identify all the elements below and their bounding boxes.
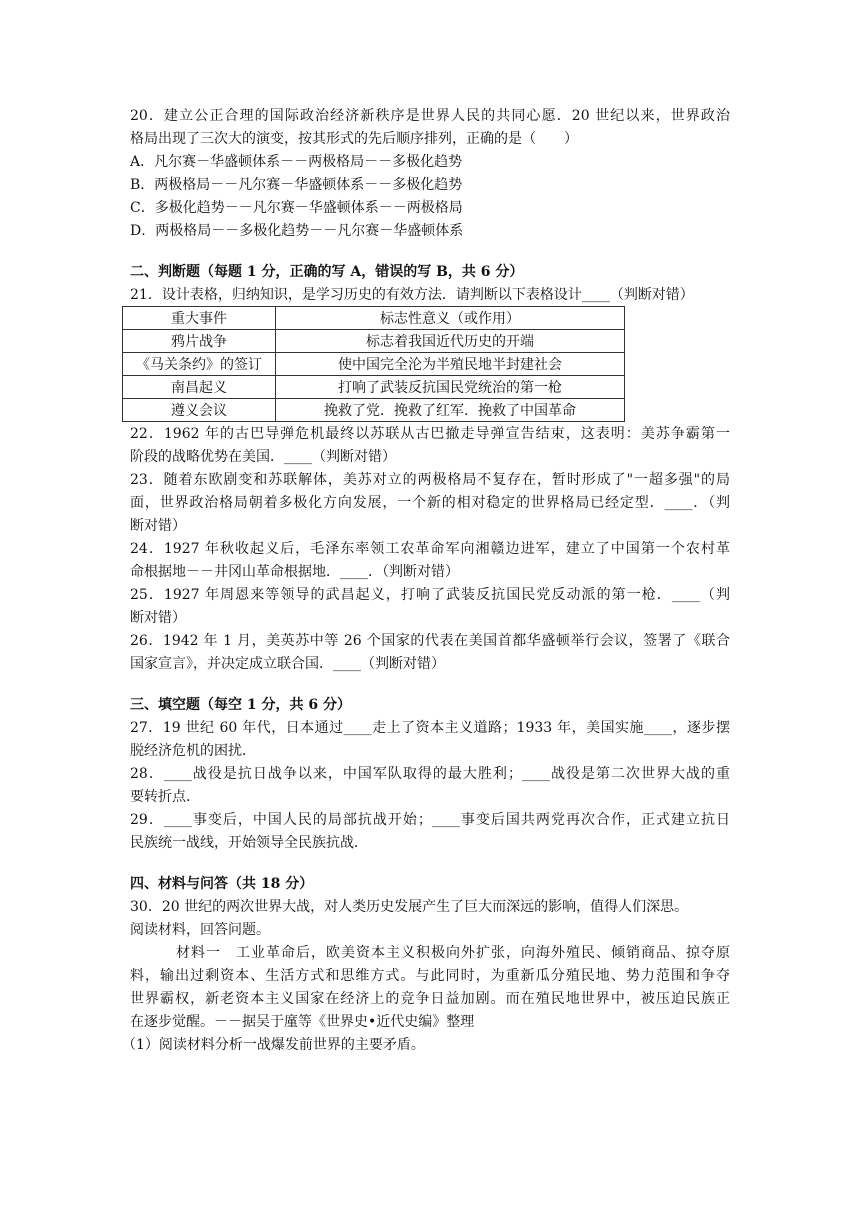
table-row	[123, 330, 625, 353]
q30-subquestion-1: （1）阅读材料分析一战爆发前世界的主要矛盾。	[122, 1037, 425, 1053]
table-header-cell: 重大事件	[123, 307, 276, 330]
q20-option-b: B．两极格局－－凡尔赛－华盛顿体系－－多极化趋势	[130, 177, 463, 193]
q24-line-2: 命根据地－－井冈山革命根据地．____．（判断对错）	[130, 564, 459, 580]
table-cell: 标志着我国近代历史的开端	[276, 330, 625, 353]
q23-line-3: 断对错）	[130, 518, 186, 534]
q20-option-c: C．多极化趋势－－凡尔赛－华盛顿体系－－两极格局	[130, 200, 463, 216]
q21-table	[122, 306, 625, 422]
q23-line-2: 面，世界政治格局朝着多极化方向发展，一个新的相对稳定的世界格局已经定型．____．（判	[130, 495, 730, 511]
q30-line-2: 阅读材料，回答问题。	[130, 922, 270, 938]
table-row	[123, 376, 625, 399]
q27-line-2: 脱经济危机的困扰．	[130, 743, 256, 759]
q23-line-1: 23．随着东欧剧变和苏联解体，美苏对立的两极格局不复存在，暂时形成了"一超多强"的局	[130, 472, 730, 488]
q22-line-2: 阶段的战略优势在美国．____（判断对错）	[130, 449, 396, 465]
table-cell: 挽救了党．挽救了红军．挽救了中国革命	[276, 399, 625, 422]
table-cell: 鸦片战争	[123, 330, 276, 353]
q25-line-2: 断对错）	[130, 610, 186, 626]
q28-line-2: 要转折点．	[130, 789, 200, 805]
section3-title: 三、填空题（每空 1 分，共 6 分）	[130, 697, 351, 713]
table-cell: 《马关条约》的签订	[123, 353, 276, 376]
q26-line-1: 26．1942 年 1 月，美英苏中等 26 个国家的代表在美国首都华盛顿举行会议，签署了《联合	[130, 633, 730, 649]
table-row	[123, 399, 625, 422]
table-cell: 南昌起义	[123, 376, 276, 399]
section2-title: 二、判断题（每题 1 分，正确的写 A，错误的写 B，共 6 分）	[130, 264, 524, 280]
q22-line-1: 22．1962 年的古巴导弹危机最终以苏联从古巴撤走导弹宣告结束，这表明：美苏争霸第一	[130, 426, 730, 442]
table-cell: 打响了武装反抗国民党统治的第一枪	[276, 376, 625, 399]
q20-stem-line-1: 20．建立公正合理的国际政治经济新秩序是世界人民的共同心愿．20 世纪以来，世界政治	[130, 108, 730, 124]
q29-line-1: 29．____事变后，中国人民的局部抗战开始；____事变后国共两党再次合作，正式建立抗日	[130, 812, 730, 828]
q24-line-1: 24．1927 年秋收起义后，毛泽东率领工农革命军向湘赣边进军，建立了中国第一个农村革	[130, 541, 730, 557]
q29-line-2: 民族统一战线，开始领导全民族抗战．	[130, 835, 368, 851]
q20-option-d: D．两极格局－－多极化趋势－－凡尔赛－华盛顿体系	[130, 223, 464, 239]
q27-line-1: 27．19 世纪 60 年代，日本通过____走上了资本主义道路；1933 年，美国实施____，逐步摆	[130, 720, 730, 736]
material1-line-4: 在逐步觉醒。－－据吴于廑等《世界史•近代史编》整理	[130, 1014, 475, 1030]
table-row	[123, 353, 625, 376]
q30-line-1: 30．20 世纪的两次世界大战，对人类历史发展产生了巨大而深远的影响，值得人们深思。	[130, 899, 689, 915]
q20-option-a: A．凡尔赛－华盛顿体系－－两极格局－－多极化趋势	[130, 154, 463, 170]
q26-line-2: 国家宣言》，并决定成立联合国．____（判断对错）	[130, 656, 445, 672]
table-header-row	[123, 307, 625, 330]
table-header-cell: 标志性意义（或作用）	[276, 307, 625, 330]
section4-title: 四、材料与问答（共 18 分）	[130, 876, 314, 892]
q20-stem-line-2: 格局出现了三次大的演变，按其形式的先后顺序排列，正确的是（ ）	[130, 131, 578, 147]
q25-line-1: 25．1927 年周恩来等领导的武昌起义，打响了武装反抗国民党反动派的第一枪．____（判	[130, 587, 730, 603]
material1-line-3: 世界霸权，新老资本主义国家在经济上的竞争日益加剧。而在殖民地世界中，被压迫民族正	[130, 991, 730, 1007]
q21-stem: 21．设计表格，归纳知识，是学习历史的有效方法．请判断以下表格设计____（判断对错）	[130, 287, 694, 303]
table-cell: 遵义会议	[123, 399, 276, 422]
table-cell: 使中国完全沦为半殖民地半封建社会	[276, 353, 625, 376]
q28-line-1: 28．____战役是抗日战争以来，中国军队取得的最大胜利；____战役是第二次世界大战的重	[130, 766, 730, 782]
material1-line-2: 料，输出过剩资本、生活方式和思维方式。与此同时，为重新瓜分殖民地、势力范围和争夺	[130, 968, 730, 984]
material1-line-1: 材料一 工业革命后，欧美资本主义积极向外扩张，向海外殖民、倾销商品、掠夺原	[176, 945, 730, 961]
